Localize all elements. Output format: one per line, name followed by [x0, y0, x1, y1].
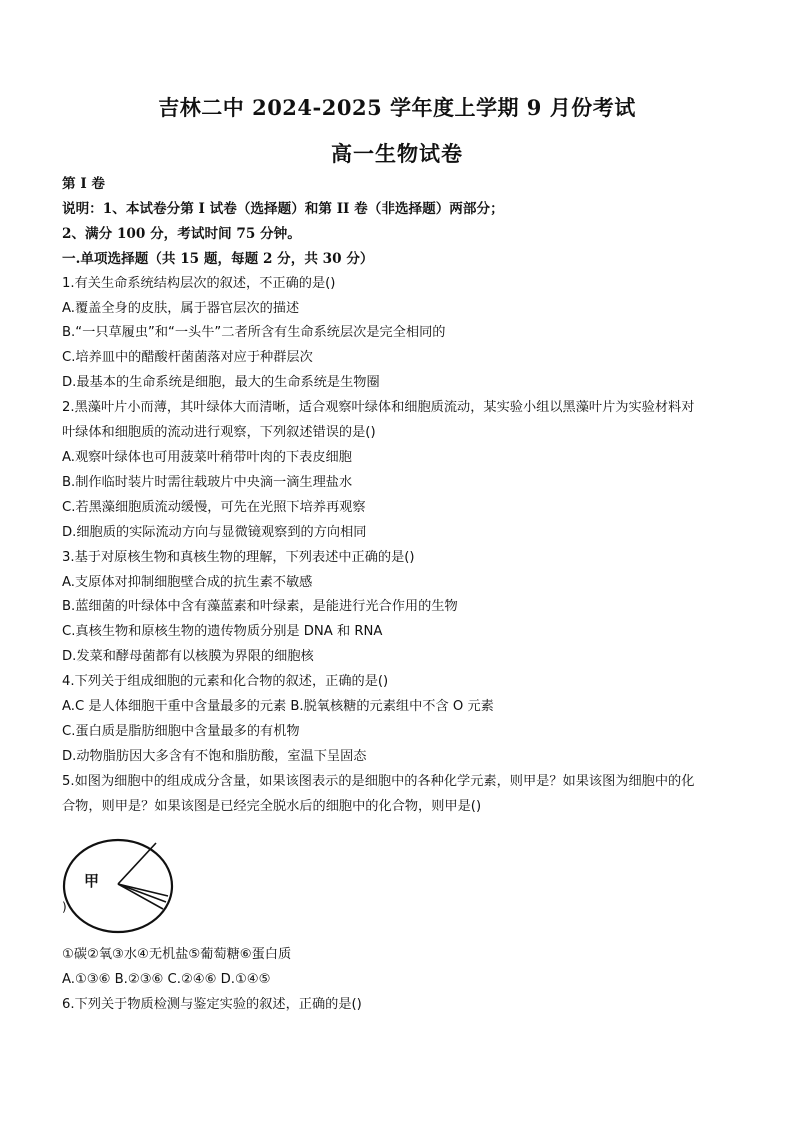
- question-2-option-a: A.观察叶绿体也可用菠菜叶稍带叶肉的下表皮细胞: [62, 449, 352, 465]
- pie-figure: [58, 836, 188, 936]
- question-3-option-d: D.发菜和酵母菌都有以核膜为界限的细胞核: [62, 649, 314, 665]
- question-5-line-1: 5.如图为细胞中的组成成分含量，如果该图表示的是细胞中的各种化学元素，则甲是？如果该图为细胞中的化: [62, 773, 695, 789]
- question-2-option-c: C.若黑藻细胞质流动缓慢，可先在光照下培养再观察: [62, 499, 366, 515]
- section-heading: 一.单项选择题（共 15 题，每题 2 分，共 30 分）: [62, 250, 374, 267]
- figure-stub: ): [62, 900, 67, 914]
- question-6: 6.下列关于物质检测与鉴定实验的叙述，正确的是(): [62, 996, 362, 1012]
- volume-heading: 第 I 卷: [62, 176, 106, 192]
- question-3-option-c: C.真核生物和原核生物的遗传物质分别是 DNA 和 RNA: [62, 624, 383, 640]
- question-5-line-2: 合物，则甲是？如果该图是已经完全脱水后的细胞中的化合物，则甲是(): [62, 798, 482, 814]
- question-3-option-b: B.蓝细菌的叶绿体中含有藻蓝素和叶绿素，是能进行光合作用的生物: [62, 599, 458, 615]
- exam-body-after-figure: [62, 943, 738, 1018]
- question-2-line-1: 2.黑藻叶片小而薄，其叶绿体大而清晰，适合观察叶绿体和细胞质流动，某实验小组以黑藻叶片为实验材料对: [62, 400, 695, 416]
- question-4: 4.下列关于组成细胞的元素和化合物的叙述，正确的是(): [62, 674, 389, 690]
- question-1-option-b: B.“一只草履虫”和“一头牛”二者所含有生命系统层次是完全相同的: [62, 325, 446, 341]
- question-4-option-ab: A.C 是人体细胞干重中含量最多的元素 B.脱氧核糖的元素组中不含 O 元素: [62, 699, 494, 715]
- pie-divider-4: [118, 884, 163, 909]
- question-5-items: ①碳②氧③水④无机盐⑤葡萄糖⑥蛋白质: [62, 947, 292, 962]
- exam-body: [62, 172, 738, 820]
- question-1-option-a: A.覆盖全身的皮肤，属于器官层次的描述: [62, 300, 300, 316]
- instruction-line-2: 2、满分 100 分，考试时间 75 分钟。: [62, 225, 301, 242]
- question-1-option-c: C.培养皿中的醋酸杆菌菌落对应于种群层次: [62, 350, 313, 366]
- question-1: 1.有关生命系统结构层次的叙述，不正确的是(): [62, 275, 336, 291]
- question-5-options: A.①③⑥ B.②③⑥ C.②④⑥ D.①④⑤: [62, 971, 271, 987]
- pie-label-jia: 甲: [84, 872, 100, 890]
- question-1-option-d: D.最基本的生命系统是细胞，最大的生命系统是生物圈: [62, 375, 380, 391]
- exam-subtitle: 高一生物试卷: [331, 141, 463, 166]
- question-2-line-2: 叶绿体和细胞质的流动进行观察，下列叙述错误的是(): [62, 425, 376, 441]
- pie-divider-1: [118, 843, 156, 884]
- instruction-line-1: 说明：1、本试卷分第 I 试卷（选择题）和第 II 卷（非选择题）两部分；: [62, 200, 504, 217]
- question-2-option-d: D.细胞质的实际流动方向与显微镜观察到的方向相同: [62, 524, 367, 540]
- exam-title: 吉林二中 2024-2025 学年度上学期 9 月份考试: [158, 95, 636, 120]
- question-2-option-b: B.制作临时装片时需往载玻片中央滴一滴生理盐水: [62, 474, 353, 490]
- question-4-option-c: C.蛋白质是脂肪细胞中含量最多的有机物: [62, 723, 300, 739]
- question-3: 3.基于对原核生物和真核生物的理解，下列表述中正确的是(): [62, 549, 415, 565]
- question-3-option-a: A.支原体对抑制细胞壁合成的抗生素不敏感: [62, 574, 313, 590]
- question-4-option-d: D.动物脂肪因大多含有不饱和脂肪酸，室温下呈固态: [62, 748, 367, 764]
- pie-outline: [64, 840, 172, 932]
